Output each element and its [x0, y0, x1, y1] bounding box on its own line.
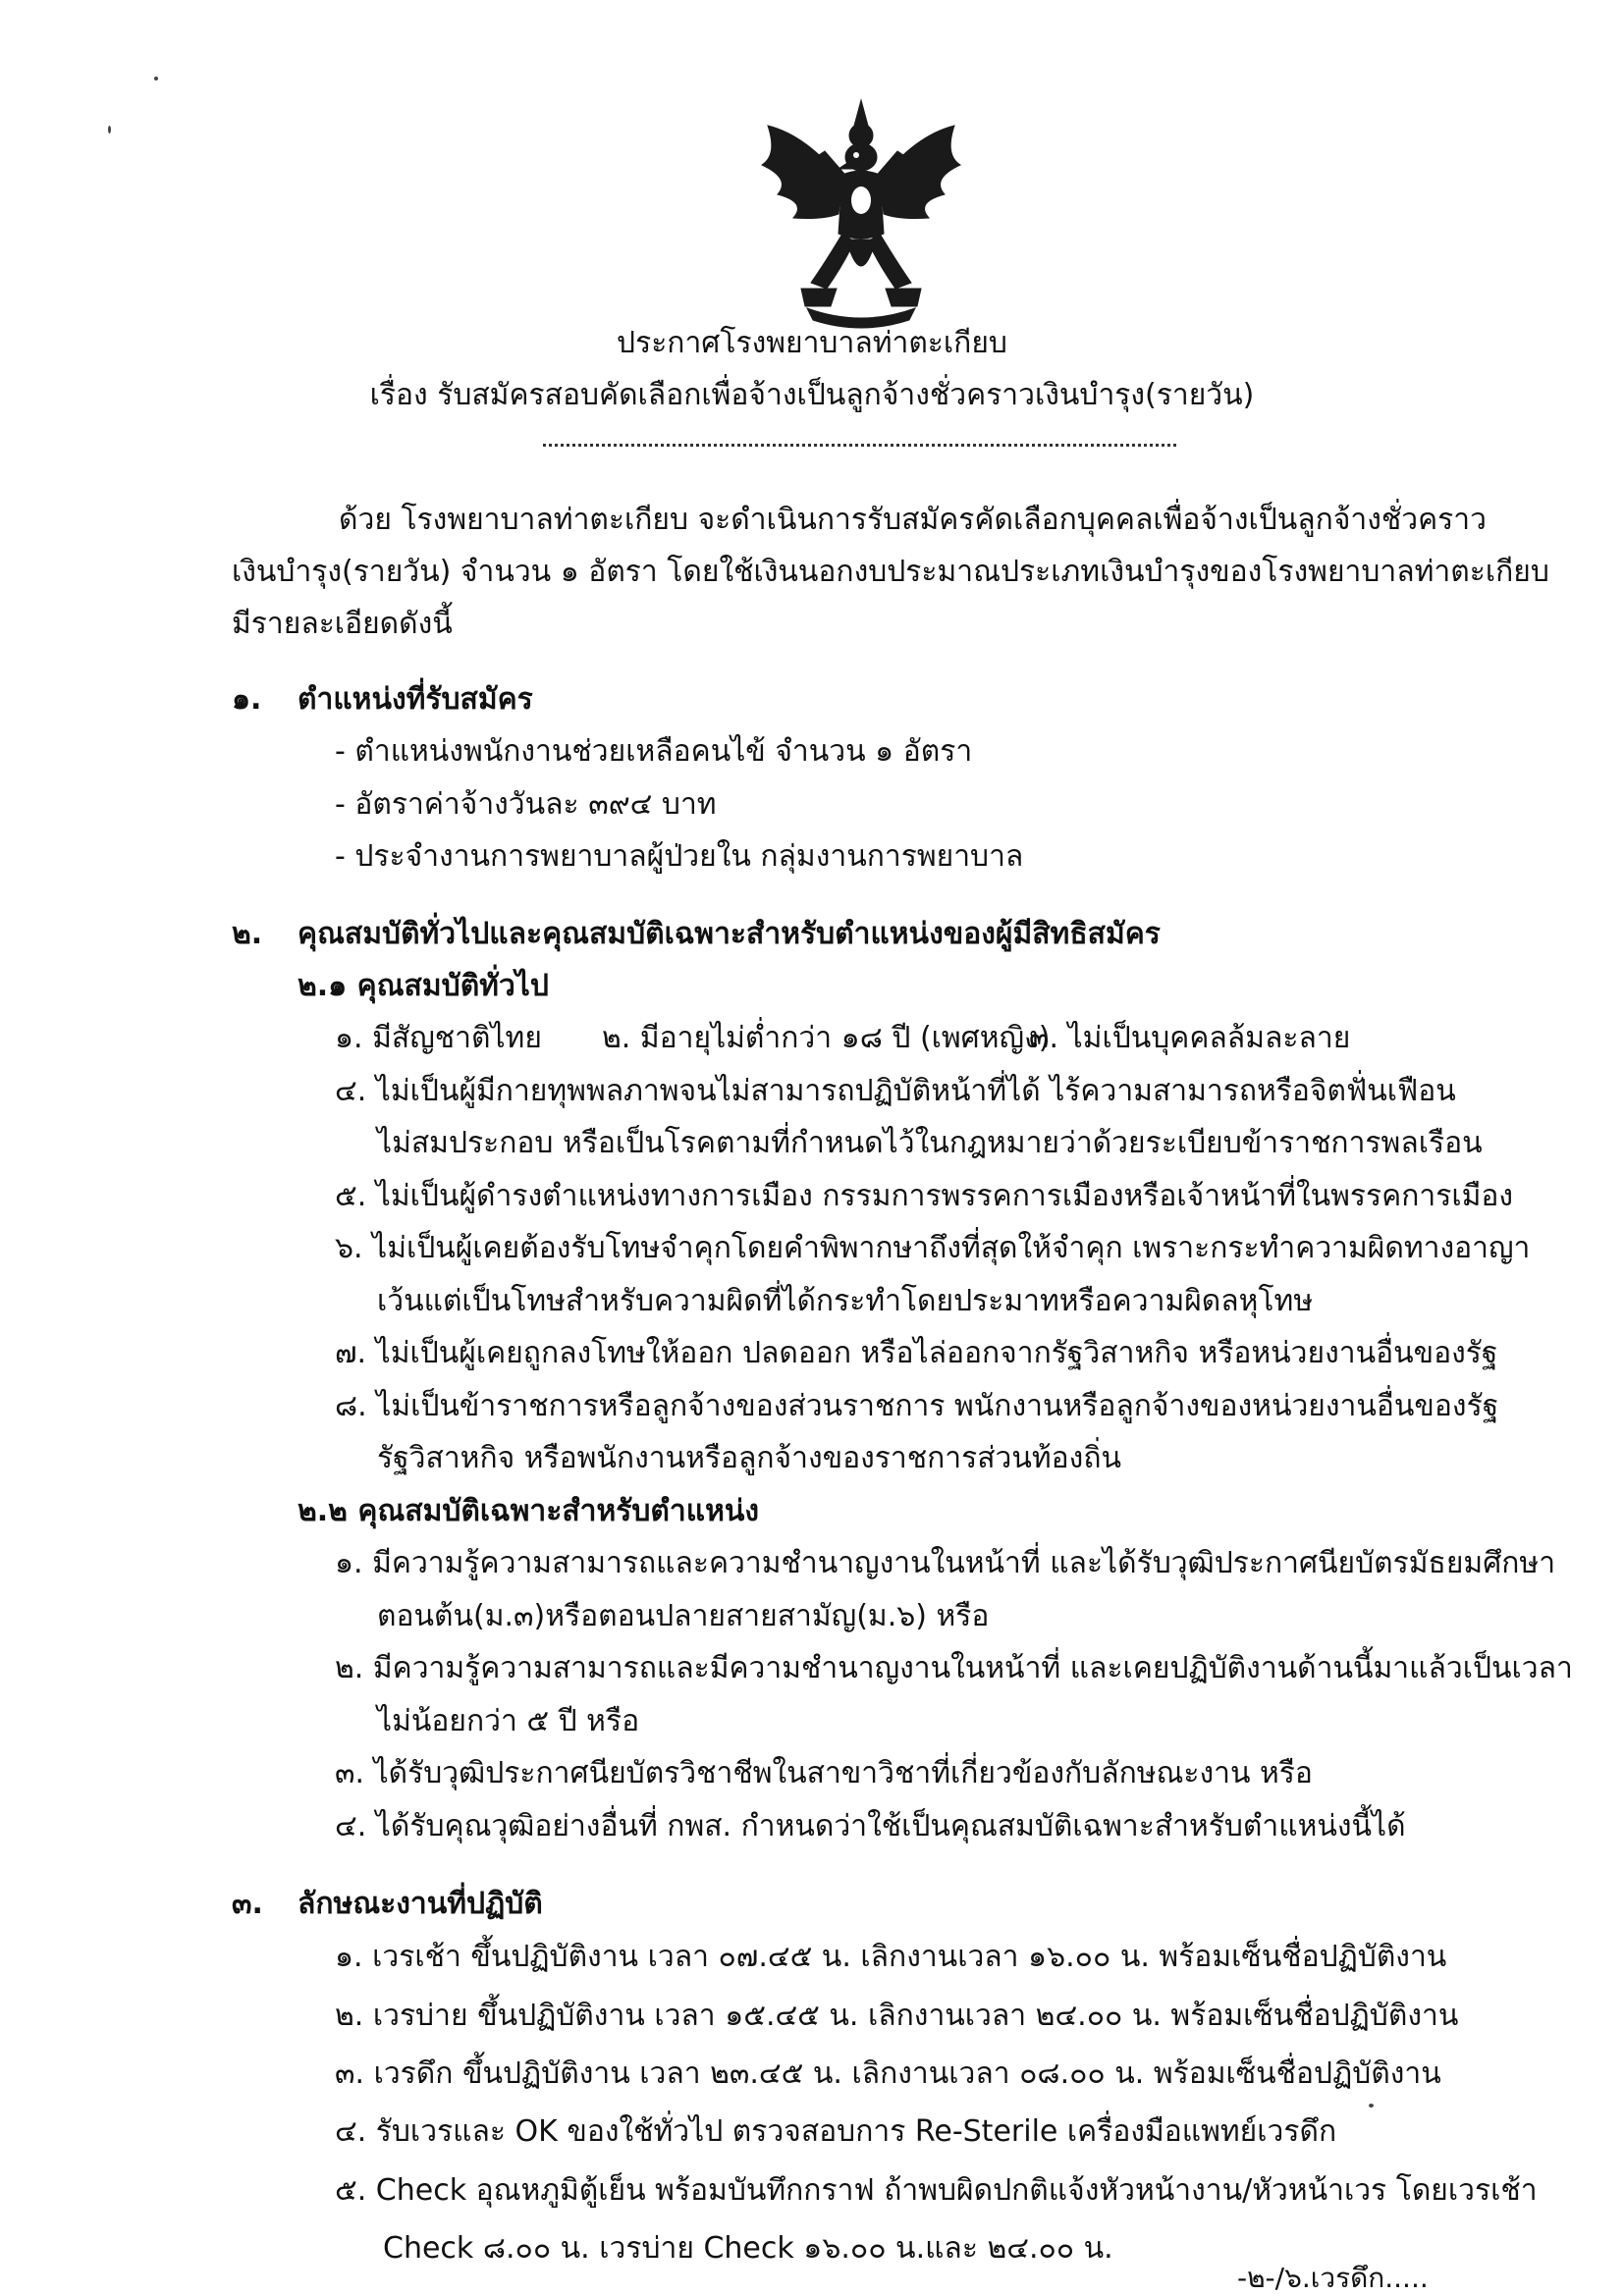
- scan-speck: [108, 126, 111, 133]
- garuda-emblem-icon: [748, 96, 974, 332]
- qualification-item: ๖. ไม่เป็นผู้เคยต้องรับโทษจำคุกโดยคำพิพากษาถึงที่สุดให้จำคุก เพราะกระทำความผิดทางอาญา: [335, 1231, 1531, 1265]
- section-title: คุณสมบัติทั่วไปและคุณสมบัติเฉพาะสำหรับตำแหน่งของผู้มีสิทธิสมัคร: [298, 917, 1161, 951]
- duty-item: ๔. รับเวรและ OK ของใช้ทั่วไป ตรวจสอบการ Re-Sterile เครื่องมือแพทย์เวรดึก: [335, 2114, 1337, 2149]
- section-item: - ประจำงานการพยาบาลผู้ป่วยใน กลุ่มงานการพยาบาล: [335, 839, 1024, 874]
- qualification-item: ๘. ไม่เป็นข้าราชการหรือลูกจ้างของส่วนราชการ พนักงานหรือลูกจ้างของหน่วยงานอื่นของรัฐ: [335, 1389, 1499, 1423]
- section-number: ๑.: [232, 682, 262, 717]
- qualification-item: ๔. ไม่เป็นผู้มีกายทุพพลภาพจนไม่สามารถปฏิบัติหน้าที่ได้ ไร้ความสามารถหรือจิตฟั่นเฟือน: [335, 1074, 1456, 1108]
- announcement-subject: เรื่อง รับสมัครสอบคัดเลือกเพื่อจ้างเป็นลูกจ้างชั่วคราวเงินบำรุง(รายวัน): [369, 378, 1255, 412]
- dotted-divider: [543, 440, 1176, 447]
- intro-line: ด้วย โรงพยาบาลท่าตะเกียบ จะดำเนินการรับสมัครคัดเลือกบุคคลเพื่อจ้างเป็นลูกจ้างชั่วคราว: [339, 503, 1487, 537]
- qualification-item: ๑. มีสัญชาติไทย: [335, 1021, 542, 1055]
- scan-speck: [1369, 2104, 1374, 2108]
- section-number: ๒.: [232, 917, 263, 951]
- qualification-item: ๒. มีอายุไม่ต่ำกว่า ๑๘ ปี (เพศหญิง): [602, 1021, 1051, 1055]
- intro-line: มีรายละเอียดดังนี้: [232, 607, 453, 641]
- section-title: ลักษณะงานที่ปฏิบัติ: [298, 1887, 543, 1921]
- qualification-item-cont: ไม่น้อยกว่า ๕ ปี หรือ: [377, 1704, 640, 1738]
- section-title: ตำแหน่งที่รับสมัคร: [298, 682, 533, 717]
- qualification-item-cont: เว้นแต่เป็นโทษสำหรับความผิดที่ได้กระทำโดยประมาทหรือความผิดลหุโทษ: [377, 1284, 1314, 1318]
- scan-speck: [154, 77, 158, 80]
- subsection-title: ๒.๑ คุณสมบัติทั่วไป: [298, 969, 549, 1003]
- qualification-item: ๕. ไม่เป็นผู้ดำรงตำแหน่งทางการเมือง กรรมการพรรคการเมืองหรือเจ้าหน้าที่ในพรรคการเมือง: [335, 1179, 1514, 1213]
- intro-line: เงินบำรุง(รายวัน) จำนวน ๑ อัตรา โดยใช้เงินนอกงบประมาณประเภทเงินบำรุงของโรงพยาบาลท่าตะเกียบ: [232, 555, 1549, 589]
- duty-item: ๓. เวรดึก ขึ้นปฏิบัติงาน เวลา ๒๓.๔๕ น. เลิกงานเวลา ๐๘.๐๐ น. พร้อมเซ็นชื่อปฏิบัติงาน: [335, 2056, 1441, 2091]
- duty-item: ๒. เวรบ่าย ขึ้นปฏิบัติงาน เวลา ๑๕.๔๕ น. เลิกงานเวลา ๒๔.๐๐ น. พร้อมเซ็นชื่อปฏิบัติงาน: [335, 1999, 1459, 2033]
- page-continuation-marker: -๒-/๖.เวรดึก.....: [1237, 2262, 1429, 2294]
- section-number: ๓.: [232, 1887, 263, 1921]
- qualification-item: ๑. มีความรู้ความสามารถและความชำนาญงานในหน้าที่ และได้รับวุฒิประกาศนียบัตรมัธยมศึกษา: [335, 1546, 1556, 1580]
- duty-item-cont: Check ๘.๐๐ น. เวรบ่าย Check ๑๖.๐๐ น.และ ๒๔.๐๐ น.: [383, 2231, 1113, 2266]
- subsection-title: ๒.๒ คุณสมบัติเฉพาะสำหรับตำแหน่ง: [298, 1494, 760, 1528]
- qualification-item: ๓. ได้รับวุฒิประกาศนียบัตรวิชาชีพในสาขาวิชาที่เกี่ยวข้องกับลักษณะงาน หรือ: [335, 1756, 1313, 1790]
- section-item: - ตำแหน่งพนักงานช่วยเหลือคนไข้ จำนวน ๑ อัตรา: [335, 734, 973, 769]
- duty-item: ๕. Check อุณหภูมิตู้เย็น พร้อมบันทึกกราฟ ถ้าพบผิดปกติแจ้งหัวหน้างาน/หัวหน้าเวร โดยเวรเช้า: [335, 2173, 1538, 2208]
- qualification-item: ๓. ไม่เป็นบุคคลล้มละลาย: [1029, 1021, 1351, 1055]
- duty-item: ๑. เวรเช้า ขึ้นปฏิบัติงาน เวลา ๐๗.๔๕ น. เลิกงานเวลา ๑๖.๐๐ น. พร้อมเซ็นชื่อปฏิบัติงาน: [335, 1940, 1447, 1974]
- qualification-item: ๒. มีความรู้ความสามารถและมีความชำนาญงานในหน้าที่ และเคยปฏิบัติงานด้านนี้มาแล้วเป็นเวลา: [335, 1651, 1573, 1685]
- qualification-item: ๗. ไม่เป็นผู้เคยถูกลงโทษให้ออก ปลดออก หรือไล่ออกจากรัฐวิสาหกิจ หรือหน่วยงานอื่นของรัฐ: [335, 1336, 1498, 1370]
- announcement-title: ประกาศโรงพยาบาลท่าตะเกียบ: [617, 326, 1007, 360]
- qualification-item-cont: ไม่สมประกอบ หรือเป็นโรคตามที่กำหนดไว้ในกฎหมายว่าด้วยระเบียบข้าราชการพลเรือน: [377, 1126, 1483, 1160]
- qualification-item: ๔. ได้รับคุณวุฒิอย่างอื่นที่ กพส. กำหนดว่าใช้เป็นคุณสมบัติเฉพาะสำหรับตำแหน่งนี้ได้: [335, 1809, 1406, 1843]
- qualification-item-cont: ตอนต้น(ม.๓)หรือตอนปลายสายสามัญ(ม.๖) หรือ: [377, 1599, 990, 1633]
- qualification-item-cont: รัฐวิสาหกิจ หรือพนักงานหรือลูกจ้างของราชการส่วนท้องถิ่น: [377, 1441, 1121, 1475]
- section-item: - อัตราค่าจ้างวันละ ๓๙๔ บาท: [335, 787, 717, 822]
